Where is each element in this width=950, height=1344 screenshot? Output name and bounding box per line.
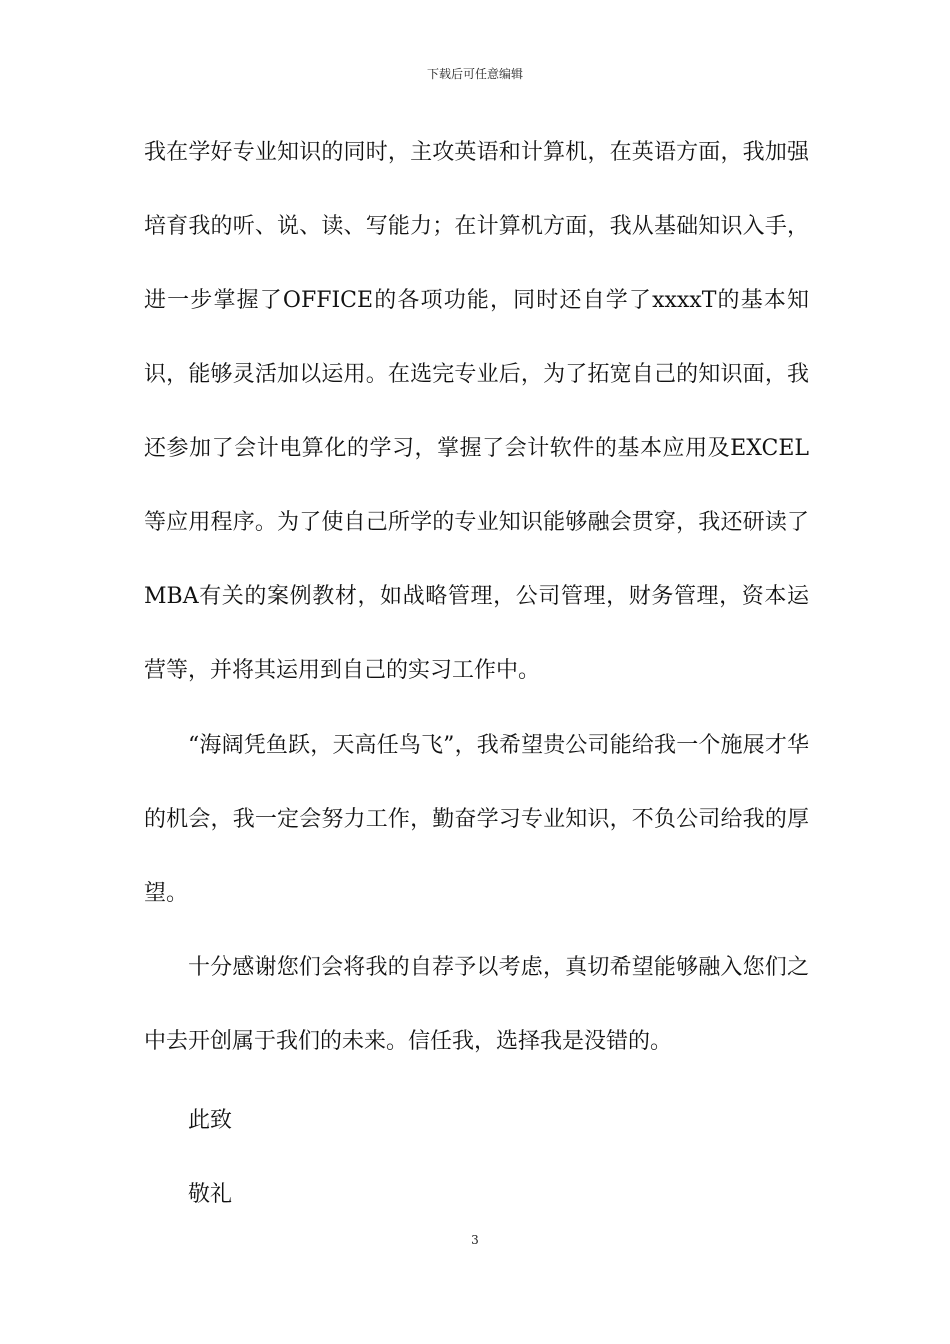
- body-paragraph-3: 十分感谢您们会将我的自荐予以考虑，真切希望能够融入您们之中去开创属于我们的未来。信任我，选择我是没错的。: [144, 955, 809, 1054]
- page-number: 3: [471, 1233, 479, 1247]
- closing-regards: 敬礼: [188, 1182, 233, 1207]
- body-paragraph-1: 我在学好专业知识的同时，主攻英语和计算机，在英语方面，我加强培育我的听、说、读、写能力；在计算机方面，我从基础知识入手，进一步掌握了OFFICE的各项功能，同时还自学了xxxxT的基本知识，能够灵活加以运用。在选完专业后，为了拓宽自己的知识面，我还参加了会计电算化的学习，掌握了会计软件的基本应用及EXCEL等应用程序。为了使自己所学的专业知识能够融会贯穿，我还研读了MBA有关的案例教材，如战略管理，公司管理，财务管理，资本运营等，并将其运用到自己的实习工作中。: [144, 140, 809, 683]
- body-paragraph-2: “海阔凭鱼跃，天高任鸟飞”，我希望贵公司能给我一个施展才华的机会，我一定会努力工作，勤奋学习专业知识，不负公司给我的厚望。: [144, 733, 809, 906]
- closing-salutation: 此致: [188, 1108, 233, 1133]
- page-header: 下载后可任意编辑: [426, 67, 523, 81]
